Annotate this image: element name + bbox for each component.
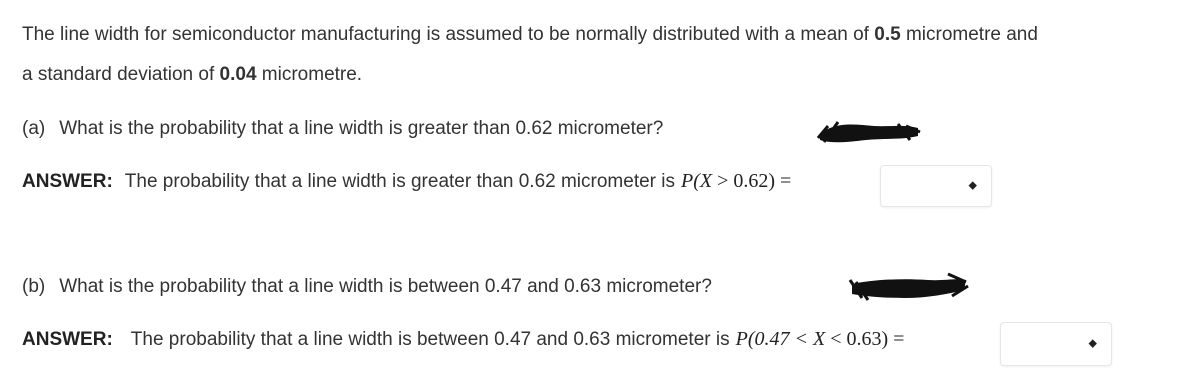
part-marker: (a) bbox=[22, 118, 46, 139]
answer-a bbox=[22, 170, 791, 193]
updown-arrow-icon: ◆ bbox=[968, 179, 977, 192]
intro-line-2 bbox=[22, 64, 362, 86]
sd-value: 0.04 bbox=[219, 64, 257, 85]
math-p: P( bbox=[681, 170, 700, 192]
math-x: X bbox=[699, 170, 713, 192]
answer-b bbox=[22, 328, 904, 351]
probability-expression bbox=[736, 328, 905, 350]
question-text: What is the probability that a line width is greater than 0.62 micrometer? bbox=[59, 118, 664, 139]
math-rest: < 0.63) = bbox=[825, 328, 905, 350]
intro-text: a standard deviation of bbox=[22, 64, 220, 85]
answer-label: ANSWER: bbox=[22, 329, 113, 350]
intro-line-1 bbox=[22, 24, 1038, 46]
answer-a-select[interactable] bbox=[880, 165, 992, 207]
updown-arrow-icon: ◆ bbox=[1088, 337, 1097, 350]
intro-text: micrometre and bbox=[900, 24, 1038, 45]
part-marker: (b) bbox=[22, 276, 46, 297]
answer-b-select[interactable] bbox=[1000, 322, 1112, 366]
redaction-scribble bbox=[814, 114, 924, 148]
question-text: What is the probability that a line width is between 0.47 and 0.63 micrometer? bbox=[59, 276, 712, 297]
answer-text: The probability that a line width is greater than 0.62 micrometer is bbox=[124, 171, 675, 192]
intro-text: micrometre. bbox=[256, 64, 363, 85]
question-a bbox=[22, 118, 663, 140]
mean-value: 0.5 bbox=[874, 24, 901, 45]
question-b bbox=[22, 276, 712, 298]
math-p: P(0.47 < bbox=[735, 328, 813, 350]
redaction-scribble bbox=[848, 270, 970, 304]
math-x: X bbox=[812, 328, 826, 350]
probability-expression bbox=[681, 170, 791, 192]
math-rest: > 0.62) = bbox=[712, 170, 792, 192]
answer-label: ANSWER: bbox=[22, 171, 113, 192]
answer-text: The probability that a line width is between 0.47 and 0.63 micrometer is bbox=[130, 329, 730, 350]
intro-text: The line width for semiconductor manufacturing is assumed to be normally distributed with a mean of bbox=[22, 24, 875, 45]
